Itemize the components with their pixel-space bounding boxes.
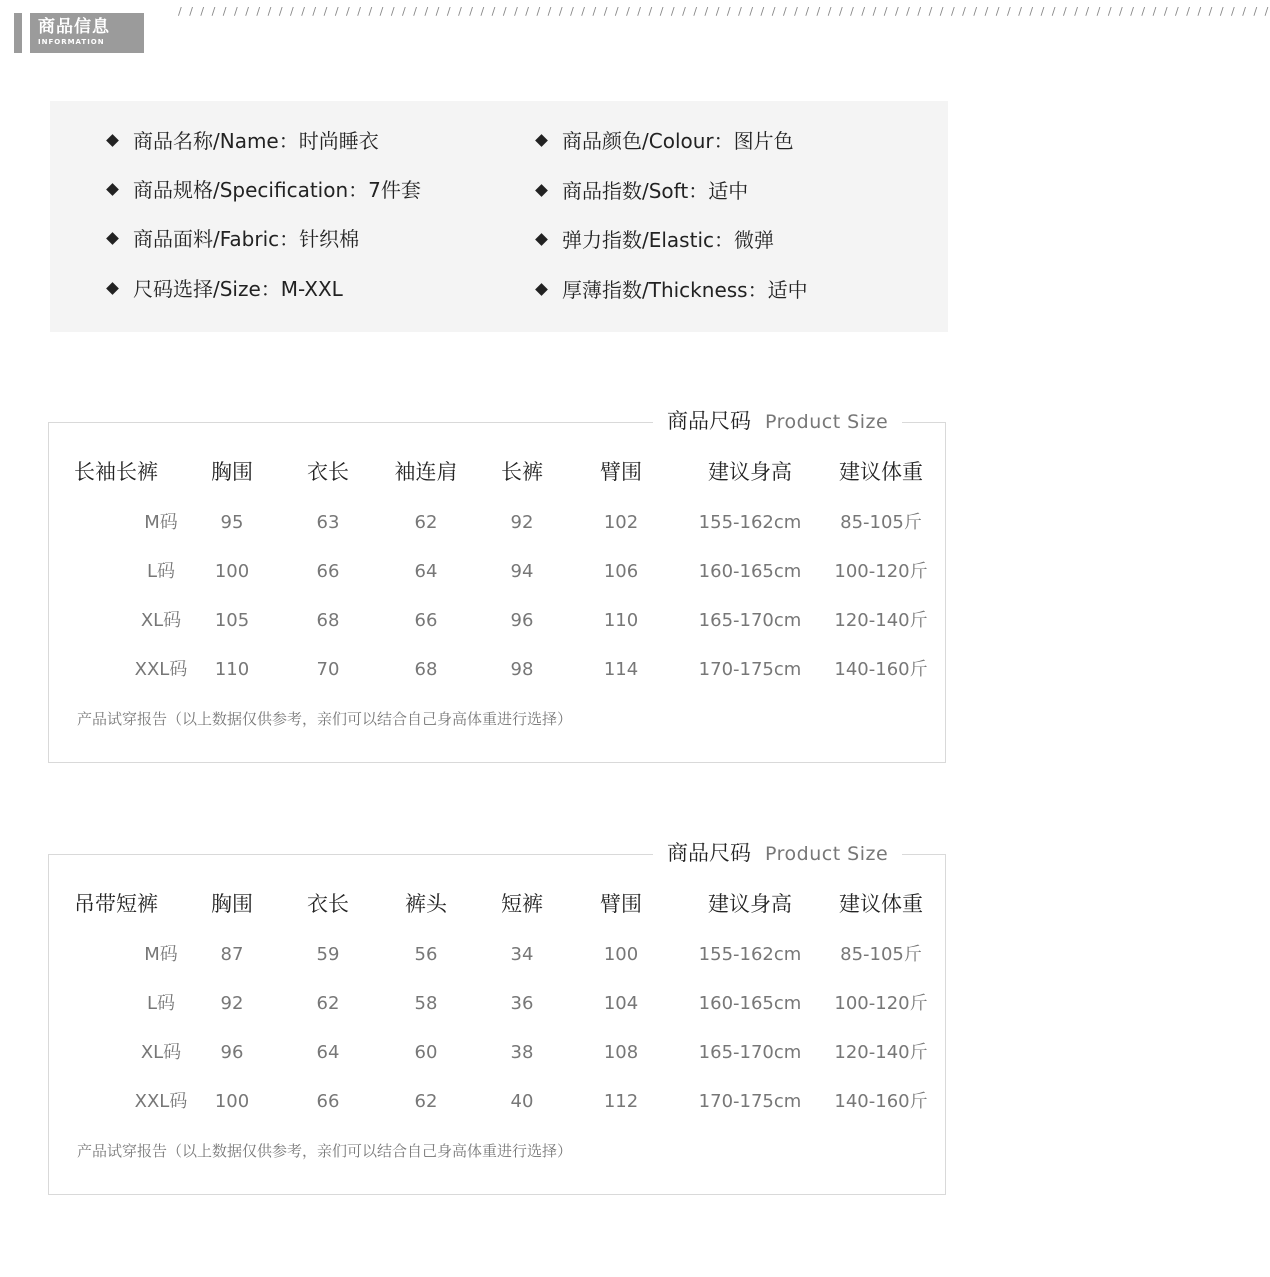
table-cell: 64: [316, 1042, 340, 1063]
table-cell: 140-160斤: [834, 659, 928, 680]
size-label-cell: L码: [146, 993, 176, 1014]
table-cell: 66: [316, 1091, 340, 1112]
table-cell: 155-162cm: [698, 512, 802, 533]
table-cell: 108: [603, 1042, 639, 1063]
tag-title-cn: 商品尺码: [667, 841, 751, 865]
size-label-cell: XL码: [140, 1042, 182, 1063]
table-cell: 100-120斤: [834, 561, 928, 582]
info-item-elastic: 弹力指数/Elastic：微弹: [537, 225, 774, 255]
table-cell: 68: [414, 659, 438, 680]
fitting-note: 产品试穿报告（以上数据仅供参考，亲们可以结合自己身高体重进行选择）: [77, 1142, 573, 1160]
table-cell: 96: [220, 1042, 244, 1063]
size-label-cell: XXL码: [134, 659, 188, 680]
size-table-camisole-shorts: [48, 841, 946, 1195]
table-cell: 120-140斤: [834, 1042, 928, 1063]
table-cell: 66: [316, 561, 340, 582]
table-cell: 34: [510, 944, 534, 965]
table-cell: 60: [414, 1042, 438, 1063]
table-cell: 114: [603, 659, 639, 680]
table-header-cell: 衣长: [307, 460, 349, 484]
table-cell: 92: [510, 512, 534, 533]
size-label-cell: L码: [146, 561, 176, 582]
table-cell: 104: [603, 993, 639, 1014]
table-cell: 110: [214, 659, 250, 680]
table-cell: 64: [414, 561, 438, 582]
info-item-colour: 商品颜色/Colour：图片色: [537, 126, 794, 156]
table-cell: 59: [316, 944, 340, 965]
diamond-bullet-icon: [535, 184, 548, 197]
table-cell: 155-162cm: [698, 944, 802, 965]
fitting-note: 产品试穿报告（以上数据仅供参考，亲们可以结合自己身高体重进行选择）: [77, 710, 573, 728]
size-label-cell: M码: [144, 944, 178, 965]
diamond-bullet-icon: [535, 233, 548, 246]
tag-title-en: Product Size: [765, 411, 889, 433]
product-info-panel: [50, 101, 948, 332]
info-item-soft: 商品指数/Soft：适中: [537, 176, 748, 206]
header-decoration: / / / / / / / / / / / / / / / / / / / / / / / / / / / / / / / / / / / / / / / / / / / / / / / / / / / / / / / / / / / / / / / / / / / / / / / / / / / / / / / / / / / / / / / / / / / / / / / / / /: [178, 5, 1270, 18]
product-size-tag: [653, 833, 902, 873]
table-cell: 85-105斤: [840, 512, 922, 533]
table-cell: 96: [510, 610, 534, 631]
table-header-cell: 长裤: [501, 460, 543, 484]
header-title: 商品信息: [38, 17, 110, 37]
header-accent-bar: [14, 13, 22, 53]
table-cell: 87: [220, 944, 244, 965]
table-cell: 100: [214, 1091, 250, 1112]
diamond-bullet-icon: [106, 282, 119, 295]
table-header-cell: 胸围: [211, 892, 253, 916]
product-size-tag: [653, 401, 902, 441]
table-cell: 94: [510, 561, 534, 582]
table-cell: 160-165cm: [698, 993, 802, 1014]
table-cell: 140-160斤: [834, 1091, 928, 1112]
table-header-cell: 建议身高: [708, 892, 792, 916]
table-cell: 120-140斤: [834, 610, 928, 631]
table-header-cell: 建议体重: [839, 892, 923, 916]
table-header-cell: 衣长: [307, 892, 349, 916]
table-cell: 70: [316, 659, 340, 680]
table-cell: 160-165cm: [698, 561, 802, 582]
table-header-cell: 建议体重: [839, 460, 923, 484]
table-header-cell: 短裤: [501, 892, 543, 916]
info-item-thickness: 厚薄指数/Thickness：适中: [537, 275, 808, 305]
diamond-bullet-icon: [106, 134, 119, 147]
size-label-cell: XL码: [140, 610, 182, 631]
table-cell: 100-120斤: [834, 993, 928, 1014]
table-cell: 56: [414, 944, 438, 965]
table-cell: 62: [316, 993, 340, 1014]
table-cell: 92: [220, 993, 244, 1014]
info-item-size: 尺码选择/Size：M-XXL: [108, 274, 343, 304]
table-cell: 85-105斤: [840, 944, 922, 965]
table-cell: 165-170cm: [698, 610, 802, 631]
header-subtitle: INFORMATION: [38, 38, 105, 46]
diamond-bullet-icon: [106, 183, 119, 196]
table-cell: 62: [414, 512, 438, 533]
table-header-cell: 胸围: [211, 460, 253, 484]
table-cell: 95: [220, 512, 244, 533]
diamond-bullet-icon: [535, 283, 548, 296]
table-cell: 102: [603, 512, 639, 533]
table-cell: 58: [414, 993, 438, 1014]
tag-title-en: Product Size: [765, 843, 889, 865]
diamond-bullet-icon: [106, 232, 119, 245]
info-item-specification: 商品规格/Specification：7件套: [108, 175, 421, 205]
table-cell: 105: [214, 610, 250, 631]
table-header-cell: 长袖长裤: [74, 460, 158, 484]
table-cell: 66: [414, 610, 438, 631]
table-cell: 112: [603, 1091, 639, 1112]
table-cell: 170-175cm: [698, 659, 802, 680]
diamond-bullet-icon: [535, 134, 548, 147]
section-header: [30, 13, 144, 53]
table-cell: 62: [414, 1091, 438, 1112]
table-header-cell: 袖连肩: [394, 460, 458, 484]
table-cell: 98: [510, 659, 534, 680]
info-item-name: 商品名称/Name：时尚睡衣: [108, 126, 379, 156]
info-item-fabric: 商品面料/Fabric：针织棉: [108, 224, 359, 254]
table-cell: 38: [510, 1042, 534, 1063]
table-cell: 68: [316, 610, 340, 631]
size-table-long-sleeve: [48, 409, 946, 763]
tag-title-cn: 商品尺码: [667, 409, 751, 433]
table-header-cell: 臂围: [600, 460, 642, 484]
table-cell: 100: [214, 561, 250, 582]
table-cell: 36: [510, 993, 534, 1014]
table-cell: 106: [603, 561, 639, 582]
table-cell: 40: [510, 1091, 534, 1112]
size-label-cell: M码: [144, 512, 178, 533]
table-cell: 100: [603, 944, 639, 965]
table-cell: 170-175cm: [698, 1091, 802, 1112]
table-cell: 110: [603, 610, 639, 631]
table-header-cell: 裤头: [405, 892, 447, 916]
table-cell: 165-170cm: [698, 1042, 802, 1063]
table-header-cell: 吊带短裤: [74, 892, 158, 916]
table-header-cell: 建议身高: [708, 460, 792, 484]
size-label-cell: XXL码: [134, 1091, 188, 1112]
table-header-cell: 臂围: [600, 892, 642, 916]
table-cell: 63: [316, 512, 340, 533]
